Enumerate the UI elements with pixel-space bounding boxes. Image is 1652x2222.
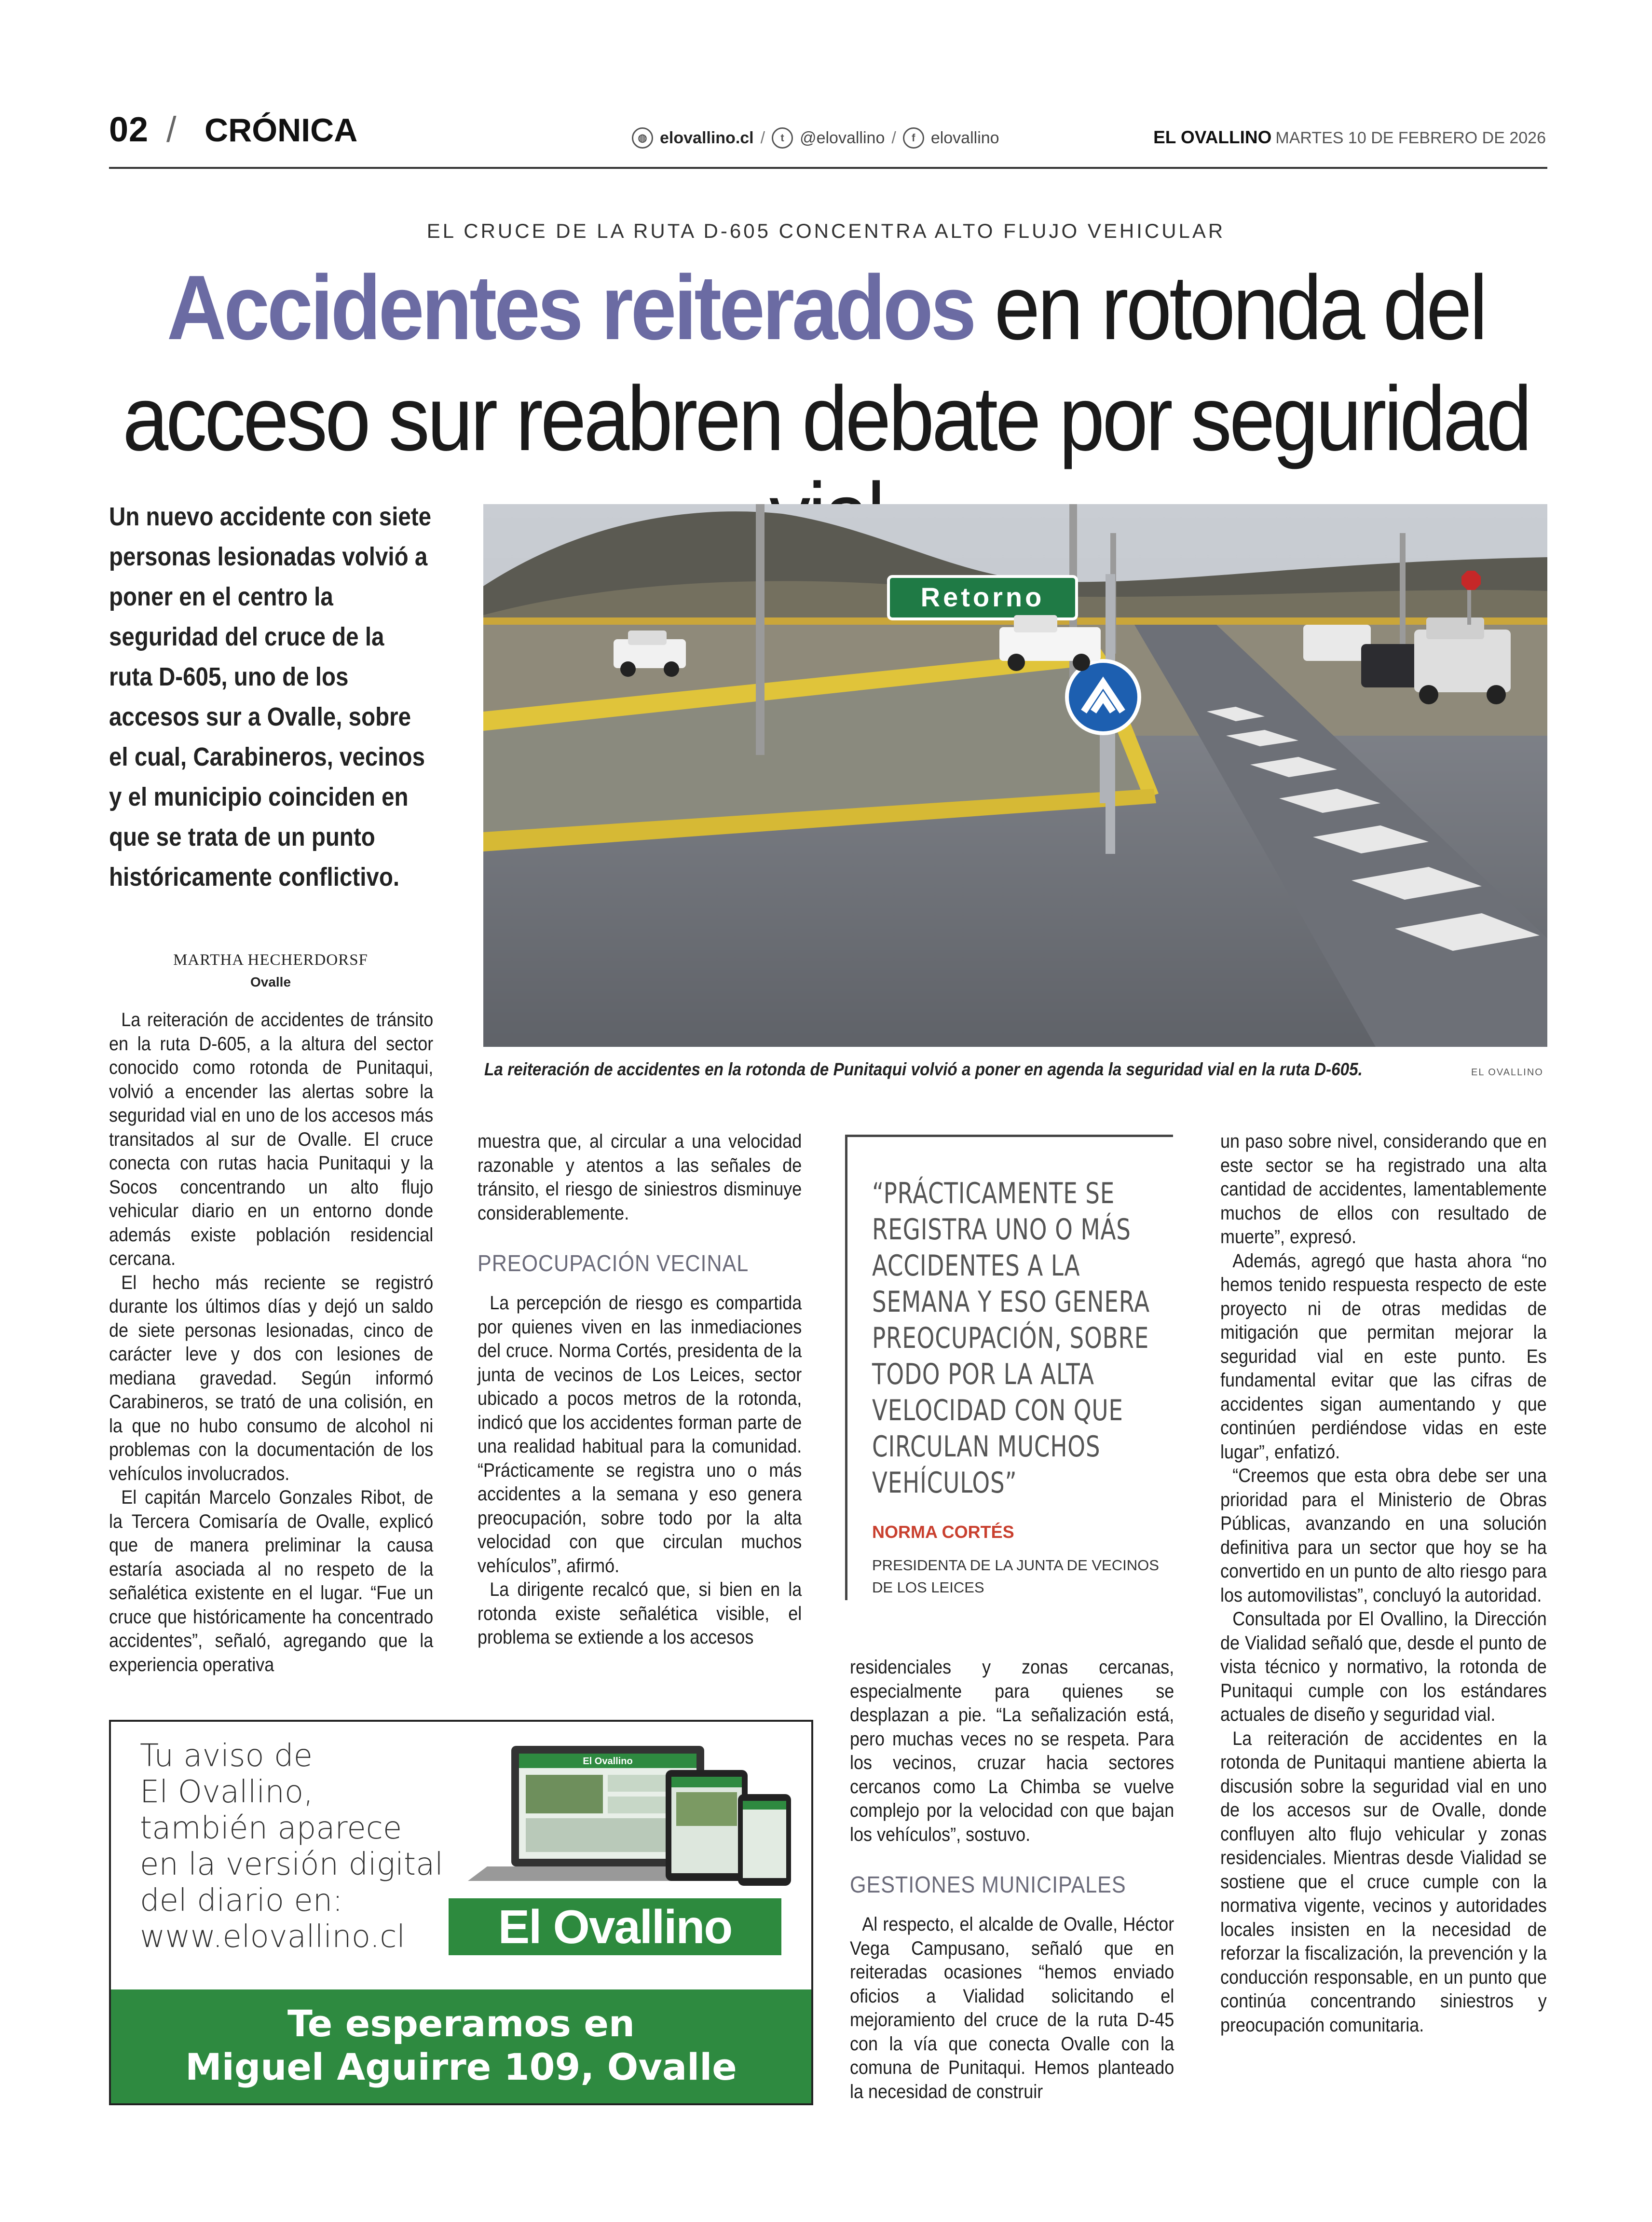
body-column-2 xyxy=(478,1130,802,1650)
masthead-name: EL OVALLINO xyxy=(1153,127,1272,147)
social-links xyxy=(632,126,999,150)
facebook-handle[interactable]: elovallino xyxy=(930,128,999,147)
digital-edition-ad[interactable] xyxy=(109,1720,813,2105)
retorno-sign: Retorno xyxy=(920,582,1045,612)
lead-paragraph: Un nuevo accidente con siete personas lesionadas volvió a poner en el centro la seguridad del cruce de la ruta D-605, uno de los accesos sur a Ovalle, sobre el cual, Carabineros, vecinos y el municipio coinciden en que se trata de un punto históricamente conflictivo. xyxy=(109,502,432,892)
paragraph: El capitán Marcelo Gonzales Ribot, de la Tercera Comisaría de Ovalle, explicó que de manera preliminar la causa estaría asociada al no respeto de la señalética existente en el lugar. “Fue un cruce que históricamente ha concentrado accidentes”, señaló, agregando que la experiencia operativa xyxy=(109,1487,434,1675)
photo-credit: EL OVALLINO xyxy=(1471,1067,1543,1078)
body-column-1 xyxy=(109,1008,433,1677)
headline-highlight: Accidentes reiterados xyxy=(166,257,974,359)
ad-line: del diario en: xyxy=(140,1883,343,1919)
headline-line-2: acceso sur reabren debate por seguridad xyxy=(123,368,1529,470)
www-globe-icon: ◍ xyxy=(632,127,653,149)
header-rule xyxy=(109,167,1547,169)
ad-logo: El Ovallino xyxy=(449,1898,781,1955)
paragraph: Al respecto, el alcalde de Ovalle, Héctor Vega Campusano, señaló que en reiteradas ocasiones “hemos enviado oficios a Vialidad solicitando el mejoramiento del cruce de la ruta D-45 con la vía que conecta Ovalle con la comuna de Punitaqui. Hemos planteado la necesidad de construir xyxy=(850,1914,1174,2102)
paragraph: “Creemos que esta obra debe ser una prioridad para el Ministerio de Obras Públicas, avanzando en una solución definitiva para un sector que hoy se ha convertido en un punto de alto riesgo para los automovilistas”, concluyó la autoridad. xyxy=(1220,1465,1547,1606)
pull-quote-role: PRESIDENTA DE LA JUNTA DE VECINOS DE LOS LEICES xyxy=(872,1557,1159,1596)
body-column-4 xyxy=(1220,1130,1547,2037)
article-photo xyxy=(483,504,1547,1047)
subhead-gestiones: GESTIONES MUNICIPALES xyxy=(850,1872,1126,1898)
paragraph: La percepción de riesgo es compartida por quienes viven en las inmediaciones del cruce. Norma Cortés, presidenta de la junta de vecinos de Los Leices, sector ubicado a pocos metros de la rotonda, indicó que los accidentes forman parte de una realidad habitual para la comunidad. “Prácticamente se registra uno o más accidentes a la semana y eso genera preocupación, sobre todo por la alta velocidad con que circulan muchos vehículos”, afirmó. xyxy=(478,1292,802,1577)
page-number: 02 xyxy=(109,110,149,149)
author-byline: MARTHA HECHERDORSF xyxy=(173,951,368,969)
paragraph: Además, agregó que hasta ahora “no hemos tenido respuesta respecto de este proyecto ni de otras medidas de mitigación que permitan mejorar la seguridad vial en este punto. Es fundamental evitar que las cifras de accidentes sigan aumentando y que continúen perdiéndose vidas en este lugar”, enfatizó. xyxy=(1220,1250,1547,1463)
pull-quote-text: “PRÁCTICAMENTE SE REGISTRA UNO O MÁS ACCIDENTES A LA SEMANA Y ESO GENERA PREOCUPACIÓN, SOBRE TODO POR LA ALTA VELOCIDAD CON QUE CIRCULAN MUCHOS VEHÍCULOS” xyxy=(872,1177,1150,1500)
ad-address-band xyxy=(111,1989,811,2103)
paragraph: La reiteración de accidentes en la rotonda de Punitaqui mantiene abierta la discusión sobre la seguridad vial en uno de los accesos sur de Ovalle, donde confluyen alto flujo vehicular y zonas residenciales. Mientras desde Vialidad se sostiene que el cruce cumple con la normativa vigente, vecinos y autoridades locales insisten en la necesidad de reforzar la fiscalización, la prevención y la conducción responsable, en un punto que continúa concentrando siniestros y preocupación comunitaria. xyxy=(1220,1728,1547,2036)
paragraph: residenciales y zonas cercanas, especialmente para quienes se desplazan a pie. “La señalización está, pero muchas veces no se respeta. Para los vecinos, cruzar hacia sectores cercanos como La Chimba se vuelve complejo por la velocidad con que bajan los vehículos”, sostuvo. xyxy=(850,1657,1174,1845)
paragraph: El hecho más reciente se registró durante los últimos días y dejó un saldo de siete personas lesionadas, cinco de carácter leve y dos con lesiones de mediana gravedad. Según informó Carabineros, se trató de una colisión, en la que no hubo consumo de alcohol ni problemas con la documentación de los vehículos involucrados. xyxy=(109,1272,434,1484)
paragraph: Consultada por El Ovallino, la Dirección de Vialidad señaló que, desde el punto de vista técnico y normativo, la rotonda de Punitaqui cumple con los estándares actuales de diseño y seguridad vial. xyxy=(1220,1608,1547,1725)
social-sep-2: / xyxy=(891,128,896,147)
ad-line: en la versión digital xyxy=(140,1847,444,1882)
masthead xyxy=(1153,127,1546,148)
dateline-location: Ovalle xyxy=(250,974,291,989)
ad-line: también aparece xyxy=(140,1811,402,1846)
subhead-vecinal: PREOCUPACIÓN VECINAL xyxy=(478,1251,749,1276)
ad-url[interactable]: www.elovallino.cl xyxy=(140,1919,406,1955)
twitter-icon: t xyxy=(772,127,793,149)
headline-line-1 xyxy=(82,257,1570,359)
road-scene-illustration xyxy=(483,504,1547,1047)
screen-brand: El Ovallino xyxy=(583,1756,633,1767)
paragraph: La dirigente recalcó que, si bien en la rotonda existe señalética visible, el problema se extiende a los accesos xyxy=(478,1579,802,1648)
headline-rest: en rotonda del xyxy=(974,257,1486,359)
issue-date: MARTES 10 DE FEBRERO DE 2026 xyxy=(1275,129,1546,147)
section-title: CRÓNICA xyxy=(205,112,358,149)
ad-band-line-1: Te esperamos en xyxy=(287,2002,635,2045)
kicker: EL CRUCE DE LA RUTA D-605 CONCENTRA ALTO FLUJO VEHICULAR xyxy=(426,219,1226,242)
paragraph: un paso sobre nivel, considerando que en este sector se ha registrado una alta cantidad de accidentes, lamentablemente muchos de ellos con resultado de muerte”, expresó. xyxy=(1220,1131,1547,1248)
facebook-icon: f xyxy=(903,127,924,149)
twitter-handle[interactable]: @elovallino xyxy=(800,128,885,147)
photo-caption: La reiteración de accidentes en la rotonda de Punitaqui volvió a poner en agenda la seguridad vial en la ruta D-605. xyxy=(484,1059,1363,1079)
website-link[interactable]: elovallino.cl xyxy=(660,128,754,147)
ad-line: El Ovallino, xyxy=(140,1774,314,1810)
devices-illustration xyxy=(439,1731,806,1895)
paragraph: muestra que, al circular a una velocidad razonable y atentos a las señales de tránsito, el riesgo de siniestros disminuye considerablemente. xyxy=(478,1131,802,1224)
body-column-3 xyxy=(850,1656,1174,2104)
social-sep-1: / xyxy=(760,128,765,147)
ad-text xyxy=(140,1738,478,1955)
paragraph: La reiteración de accidentes de tránsito en la ruta D-605, a la altura del sector conocido como rotonda de Punitaqui, volvió a encender las alertas sobre la seguridad vial en uno de los accesos más transitados al sur de Ovalle. El cruce conecta con rutas hacia Punitaqui y la Socos concentrando un alto flujo vehicular diario en un entorno donde además existe población residencial cercana. xyxy=(109,1009,434,1269)
header-separator: / xyxy=(166,110,177,150)
ad-band-line-2: Miguel Aguirre 109, Ovalle xyxy=(185,2045,737,2088)
pull-quote-name: NORMA CORTÉS xyxy=(872,1522,1014,1542)
ad-line: Tu aviso de xyxy=(140,1738,313,1774)
